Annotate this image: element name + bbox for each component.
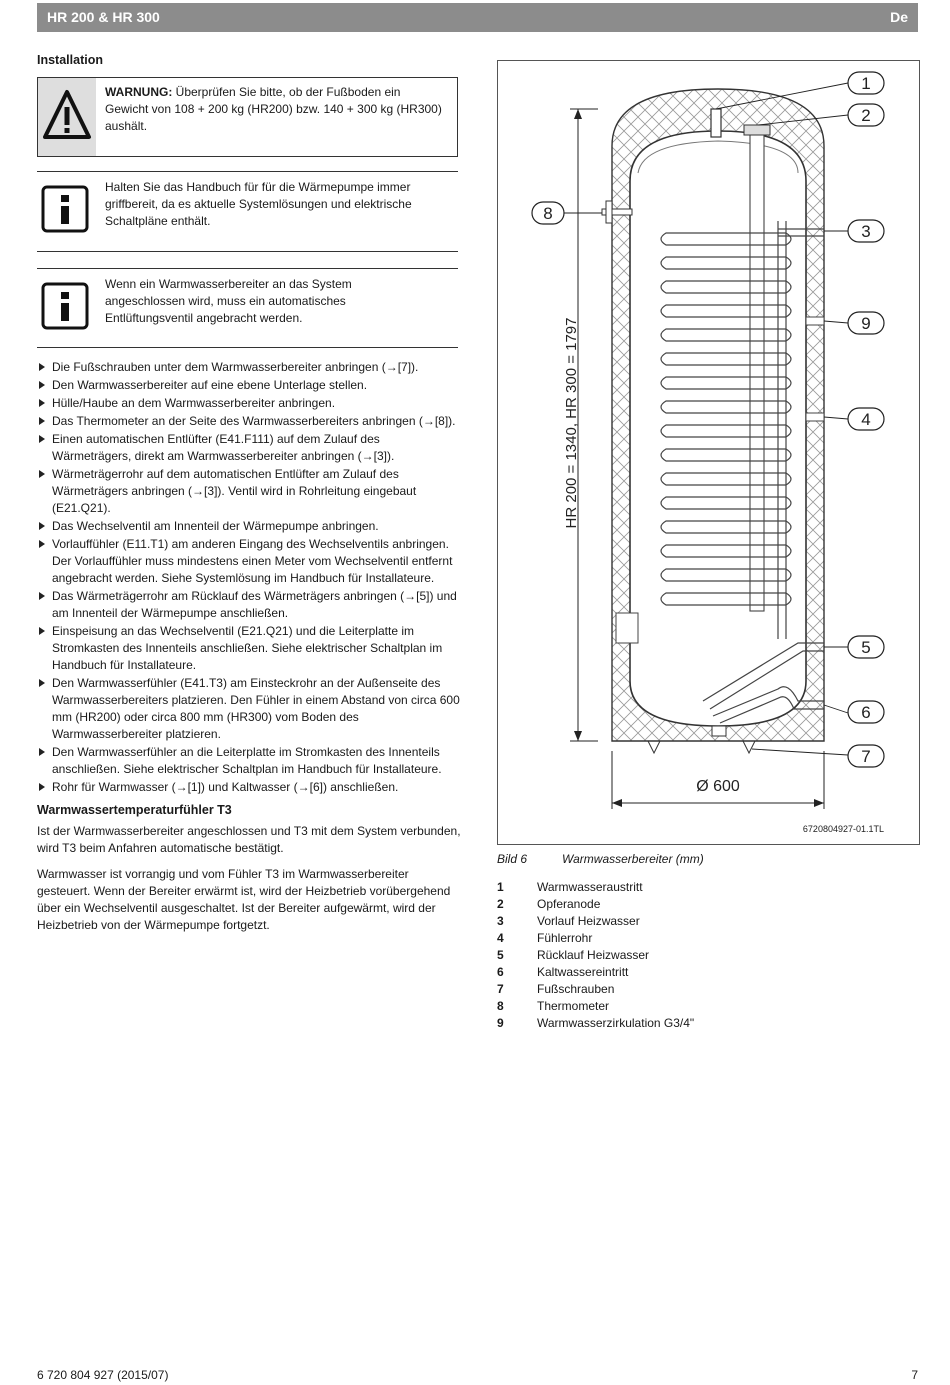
legend-number: 9 bbox=[497, 1016, 504, 1030]
legend-label: Opferanode bbox=[537, 897, 601, 911]
warning-box bbox=[37, 77, 458, 157]
svg-text:3: 3 bbox=[861, 222, 871, 241]
legend-label: Thermometer bbox=[537, 999, 610, 1013]
callout-5 bbox=[848, 636, 884, 658]
step-item: Wärmeträgerrohr auf dem automatischen Entlüfter am Zulauf des Wärmeträgers anbringen (→[3]). Ventil wird in Rohrleitung eingebaut (E21.Q21). bbox=[37, 466, 462, 517]
step-item: Rohr für Warmwasser (→[1]) und Kaltwasser (→[6]) anschließen. bbox=[37, 779, 462, 796]
warning-icon-cell bbox=[38, 78, 96, 156]
sensor-paragraph-1: Ist der Warmwasserbereiter angeschlossen und T3 mit dem System verbunden, wird T3 beim Anfahren automatische bestätigt. bbox=[37, 824, 461, 855]
step-item: Einspeisung an das Wechselventil (E21.Q21) und die Leiterplatte im Stromkasten des Innenteils anschließen. Siehe elektrischer Schaltplan im Handbuch für Installateure. bbox=[37, 623, 462, 674]
legend-number: 4 bbox=[497, 931, 504, 945]
footer-doc-number: 6 720 804 927 (2015/07) bbox=[37, 1368, 169, 1382]
info-rule-bottom bbox=[37, 347, 458, 348]
legend-label: Fußschrauben bbox=[537, 982, 615, 996]
legend-number: 2 bbox=[497, 897, 504, 911]
callout-3 bbox=[848, 220, 884, 242]
legend-number: 3 bbox=[497, 914, 504, 928]
warning-icon bbox=[41, 87, 93, 147]
info-rule-top bbox=[37, 268, 458, 269]
header-title: HR 200 & HR 300 bbox=[47, 9, 160, 25]
info-text-1: Halten Sie das Handbuch für für die Wärmepumpe immer griffbereit, da es aktuelle Systemlösungen und elektrische Schaltpläne enthält. bbox=[105, 180, 412, 228]
sensor-heading: Warmwassertemperaturfühler T3 bbox=[37, 803, 232, 817]
step-item: Den Warmwasserfühler (E41.T3) am Einsteckrohr an der Außenseite des Warmwasserbereiters platzieren. Den Fühler in einem Abstand von circa 600 mm (HR200) oder circa 800 mm (HR300) vom Boden des Warmwasserbereiter platzieren. bbox=[37, 675, 462, 743]
info-box-2 bbox=[37, 268, 458, 350]
height-dimension-label: HR 200 = 1340, HR 300 = 1797 bbox=[563, 317, 580, 529]
warning-body: Überprüfen Sie bitte, ob der Fußboden ein Gewicht von 108 + 200 kg (HR200) bzw. 140 + 300 kg (HR300) aushält. bbox=[105, 85, 442, 133]
step-item: Das Wechselventil am Innenteil der Wärmepumpe anbringen. bbox=[37, 518, 462, 535]
sensor-paragraph-2: Warmwasser ist vorrangig und vom Fühler T3 im Warmwasserbereiter gesteuert. Wenn der Bereiter erwärmt ist, wird der Heizbetrieb vorübergehend über ein Wechselventil ausgeschaltet. Ist der Bereiter aufgewärmt, wird der Heizbetrieb von der Wärmepumpe fortgetzt. bbox=[37, 867, 451, 932]
step-item: Vorlauffühler (E11.T1) am anderen Eingang des Wechselventils anbringen. Der Vorlauffühler muss mindestens einen Meter vom Wechselventil entfernt angebracht werden. Siehe Systemlösung im Handbuch für Installateure. bbox=[37, 536, 462, 587]
figure-caption bbox=[497, 852, 704, 866]
legend-label: Rücklauf Heizwasser bbox=[537, 948, 650, 962]
page-header bbox=[37, 3, 918, 32]
info-text-2: Wenn ein Warmwasserbereiter an das System angeschlossen wird, muss ein automatisches Entlüftungsventil angebracht werden. bbox=[105, 277, 352, 325]
figure-caption-number: Bild 6 bbox=[497, 852, 528, 866]
info-rule-top bbox=[37, 171, 458, 172]
installation-heading: Installation bbox=[37, 53, 103, 67]
step-item: Einen automatischen Entlüfter (E41.F111) auf dem Zulauf des Wärmeträgers, direkt am Warmwasserbereiter anbringen (→[3]). bbox=[37, 431, 462, 465]
warning-text bbox=[105, 84, 445, 135]
figure-caption-title: Warmwasserbereiter (mm) bbox=[562, 852, 704, 866]
legend-label: Fühlerrohr bbox=[537, 931, 593, 945]
svg-text:7: 7 bbox=[861, 747, 871, 766]
legend-number: 7 bbox=[497, 982, 504, 996]
callout-6 bbox=[848, 701, 884, 723]
legend-label: Kaltwassereintritt bbox=[537, 965, 629, 979]
legend-number: 6 bbox=[497, 965, 504, 979]
callout-1 bbox=[848, 72, 884, 94]
info-icon bbox=[41, 282, 89, 330]
svg-text:4: 4 bbox=[861, 410, 871, 429]
legend-label: Warmwasseraustritt bbox=[537, 880, 643, 894]
info-box-1 bbox=[37, 171, 458, 253]
svg-text:6: 6 bbox=[861, 703, 871, 722]
step-item: Hülle/Haube an dem Warmwasserbereiter anbringen. bbox=[37, 395, 462, 412]
step-item: Den Warmwasserbereiter auf eine ebene Unterlage stellen. bbox=[37, 377, 462, 394]
svg-text:1: 1 bbox=[861, 74, 871, 93]
figure-ref-code: 6720804927-01.1TL bbox=[802, 824, 884, 834]
step-item: Den Warmwasserfühler an die Leiterplatte im Stromkasten des Innenteils anschließen. Siehe elektrischer Schaltplan im Handbuch für Installateure. bbox=[37, 744, 462, 778]
callout-9 bbox=[848, 312, 884, 334]
svg-text:2: 2 bbox=[861, 106, 871, 125]
info-rule-bottom bbox=[37, 251, 458, 252]
callout-8 bbox=[532, 202, 564, 224]
water-heater-diagram bbox=[498, 61, 919, 844]
step-item: Das Thermometer an der Seite des Warmwasserbereiters anbringen (→[8]). bbox=[37, 413, 462, 430]
callout-7 bbox=[848, 745, 884, 767]
callout-2 bbox=[848, 104, 884, 126]
header-language: De bbox=[890, 9, 908, 25]
diameter-dimension-label: Ø 600 bbox=[696, 778, 740, 795]
tank-body bbox=[630, 131, 806, 726]
legend-label: Vorlauf Heizwasser bbox=[537, 914, 640, 928]
svg-text:8: 8 bbox=[543, 204, 553, 223]
legend-number: 5 bbox=[497, 948, 504, 962]
step-item: Die Fußschrauben unter dem Warmwasserbereiter anbringen (→[7]). bbox=[37, 359, 462, 376]
callout-4 bbox=[848, 408, 884, 430]
step-item: Das Wärmeträgerrohr am Rücklauf des Wärmeträgers anbringen (→[5]) und am Innenteil der Wärmepumpe anschließen. bbox=[37, 588, 462, 622]
svg-text:5: 5 bbox=[861, 638, 871, 657]
legend-number: 8 bbox=[497, 999, 504, 1013]
svg-text:9: 9 bbox=[861, 314, 871, 333]
warning-label: WARNUNG: bbox=[105, 85, 173, 99]
info-icon bbox=[41, 185, 89, 233]
footer-page-number: 7 bbox=[911, 1368, 918, 1382]
figure-frame bbox=[497, 60, 920, 845]
legend-label: Warmwasserzirkulation G3/4" bbox=[537, 1016, 695, 1030]
legend-number: 1 bbox=[497, 880, 504, 894]
installation-steps bbox=[37, 359, 462, 797]
